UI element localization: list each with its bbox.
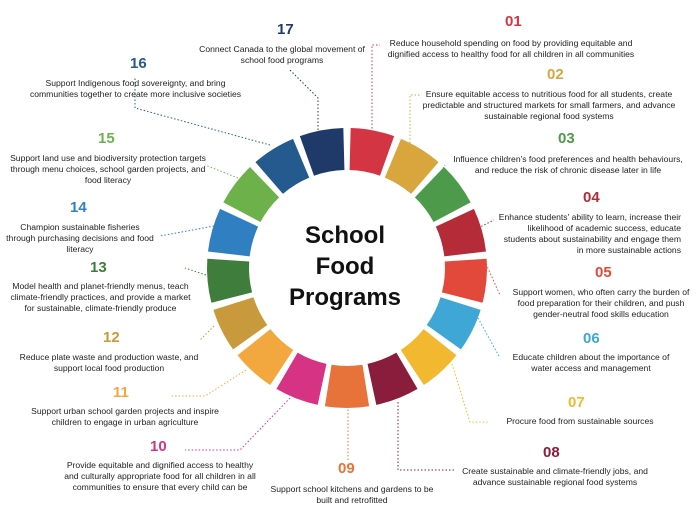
goal-segment-13 bbox=[207, 259, 252, 303]
goal-08-number: 08 bbox=[543, 444, 560, 461]
title-line-3: Programs bbox=[288, 284, 402, 311]
goal-segment-05 bbox=[442, 259, 487, 303]
goal-15-text: Support land use and biodiversity protection targets through menu choices, school garden projects, and food literacy bbox=[10, 153, 206, 185]
goal-01-text: Reduce household spending on food by providing equitable and dignified access to healthy food for all children in all communities bbox=[387, 38, 635, 59]
goal-15-number: 15 bbox=[98, 130, 115, 147]
goal-12-text: Reduce plate waste and production waste, and support local food production bbox=[19, 352, 199, 373]
connector-07 bbox=[452, 364, 488, 422]
connector-14 bbox=[160, 226, 214, 236]
title-line-1: School bbox=[304, 222, 385, 249]
goal-06-text: Educate children about the importance of water access and management bbox=[512, 352, 670, 373]
goal-05-number: 05 bbox=[595, 264, 612, 281]
goal-07-text: Procure food from sustainable sources bbox=[506, 416, 654, 426]
connector-17 bbox=[290, 70, 318, 130]
goal-03-number: 03 bbox=[558, 130, 575, 147]
goal-segment-01 bbox=[350, 128, 395, 176]
goal-14-text: Champion sustainable fisheries through purchasing decisions and food literacy bbox=[6, 222, 154, 254]
goal-09-number: 09 bbox=[338, 460, 355, 477]
goal-09-text: Support school kitchens and gardens to be built and retrofitted bbox=[270, 484, 434, 505]
goal-06-number: 06 bbox=[583, 330, 600, 347]
goal-14-number: 14 bbox=[70, 199, 87, 216]
goal-11-text: Support urban school garden projects and inspire children to engage in urban agriculture bbox=[31, 406, 219, 427]
goal-17-number: 17 bbox=[277, 21, 294, 38]
center-title bbox=[270, 220, 420, 313]
goal-13-number: 13 bbox=[90, 259, 107, 276]
connector-08 bbox=[398, 402, 455, 470]
goal-01-number: 01 bbox=[505, 13, 522, 30]
goal-02-text: Ensure equitable access to nutritious food for all students, create predictable and structured markets for small farmers, and advance sustainable regional food systems bbox=[422, 89, 676, 121]
goal-12-number: 12 bbox=[103, 329, 120, 346]
goal-16-text: Support Indigenous food sovereignty, and bring communities together to create more inclusive societies bbox=[29, 78, 242, 99]
goal-05-text: Support women, who often carry the burden of food preparation for their children, and push gender-neutral food skills education bbox=[512, 287, 690, 319]
goal-17-text: Connect Canada to the global movement of school food programs bbox=[199, 44, 365, 65]
connector-15 bbox=[205, 165, 238, 178]
connector-13 bbox=[185, 268, 206, 275]
goal-13-text: Model health and planet-friendly menus, teach climate-friendly practices, and provide a market for sustainable, climate-friendly produce bbox=[10, 281, 191, 313]
connector-06 bbox=[478, 318, 500, 358]
connector-12 bbox=[200, 326, 214, 340]
goal-02-number: 02 bbox=[547, 66, 564, 83]
goal-10-number: 10 bbox=[150, 438, 167, 455]
goal-08-text: Create sustainable and climate-friendly jobs, and advance sustainable regional food systems bbox=[462, 466, 648, 487]
goal-segment-17 bbox=[300, 128, 345, 176]
goal-segment-09 bbox=[325, 365, 369, 408]
goal-04-text: Enhance students' ability to learn, increase their likelihood of academic success, educate students about sustainability and engage them in more sustainable actions bbox=[498, 212, 681, 255]
goal-03-text: Influence children's food preferences and health behaviours, and reduce the risk of chronic disease later in life bbox=[453, 154, 683, 175]
goal-04-number: 04 bbox=[583, 189, 600, 206]
title-line-2: Food bbox=[315, 253, 375, 280]
connector-05 bbox=[486, 264, 500, 295]
goal-07-number: 07 bbox=[568, 394, 585, 411]
goal-16-number: 16 bbox=[130, 55, 147, 72]
goal-11-number: 11 bbox=[113, 384, 129, 401]
goal-10-text: Provide equitable and dignified access to healthy and culturally appropriate food for all children in all communities to ensure that every child can be bbox=[64, 460, 256, 492]
